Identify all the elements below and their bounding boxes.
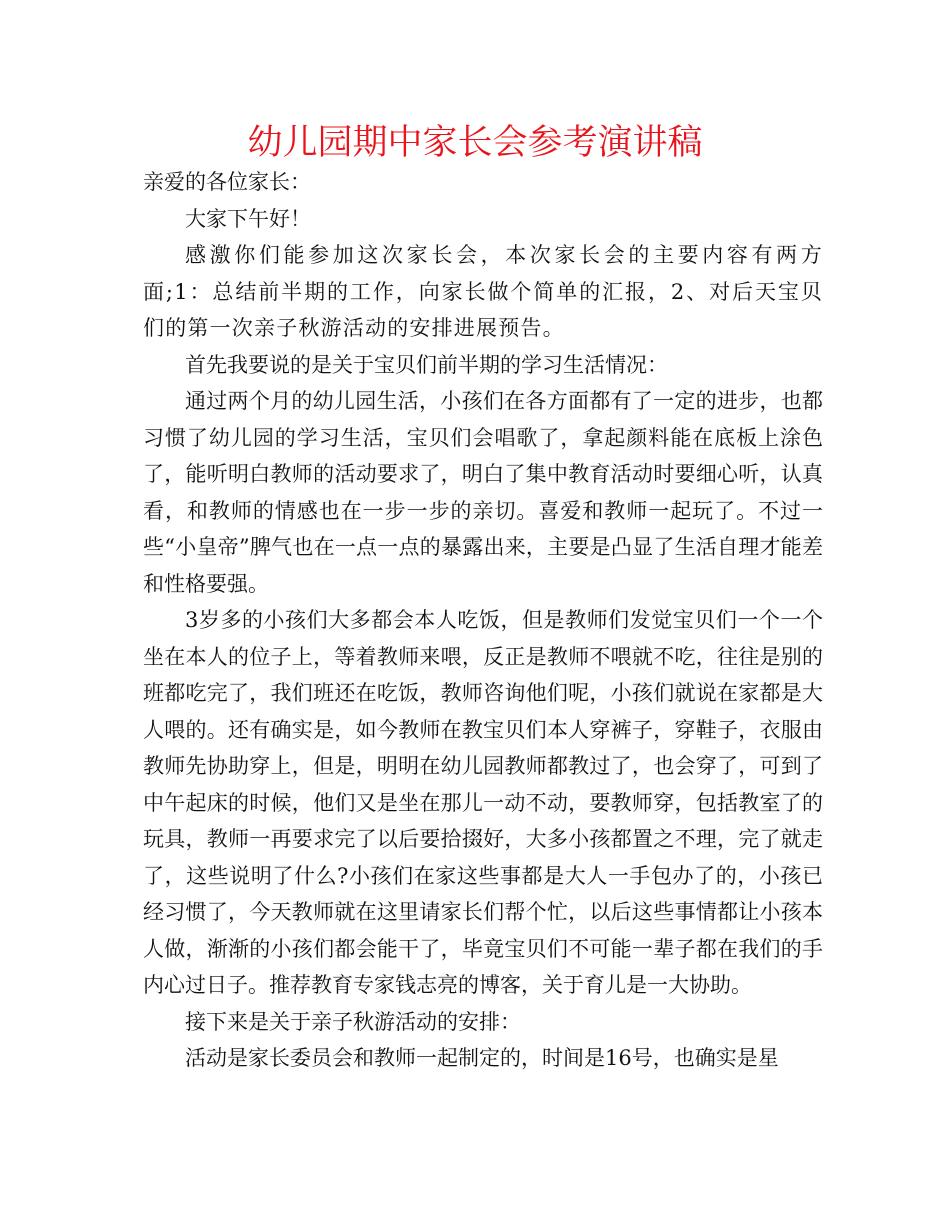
body-paragraph: 通过两个月的幼儿园生活，小孩们在各方面都有了一定的进步，也都习惯了幼儿园的学习生活，宝贝们会唱歌了，拿起颜料能在底板上涂色了，能听明白教师的活动要求了，明白了集中教育活动时要细心听，认真看，和教师的情感也在一步一步的亲切。喜爱和教师一起玩了。不过一些“小皇帝”脾气也在一点一点的暴露出来，主要是凸显了生活自理才能差和性格要强。 [143, 389, 823, 596]
document-title: 幼儿园期中家长会参考演讲稿 [247, 123, 703, 163]
body-paragraph: 活动是家长委员会和教师一起制定的，时间是16号，也确实是星 [185, 1046, 779, 1070]
body-paragraph: 首先我要说的是关于宝贝们前半期的学习生活情况： [185, 352, 668, 377]
document-body [143, 164, 823, 1077]
body-paragraph: 3岁多的小孩们大多都会本人吃饭，但是教师们发觉宝贝们一个一个坐在本人的位子上，等着教师来喂，反正是教师不喂就不吃，往往是别的班都吃完了，我们班还在吃饭，教师咨询他们呢，小孩们就说在家都是大人喂的。还有确实是，如今教师在教宝贝们本人穿裤子，穿鞋子，衣服由教师先协助穿上，但是，明明在幼儿园教师都教过了，也会穿了，可到了中午起床的时候，他们又是坐在那儿一动不动，要教师穿，包括教室了的玩具，教师一再要求完了以后要拾掇好，大多小孩都置之不理，完了就走了，这些说明了什么?小孩们在家这些事都是大人一手包办了的，小孩已经习惯了，今天教师就在这里请家长们帮个忙，以后这些事情都让小孩本人做，渐渐的小孩们都会能干了，毕竟宝贝们不可能一辈子都在我们的手内心过日子。推荐教育专家钱志亮的博客，关于育儿是一大协助。 [143, 608, 823, 997]
body-paragraph: 感激你们能参加这次家长会，本次家长会的主要内容有两方面;1：总结前半期的工作，向家长做个简单的汇报，2、对后天宝贝们的第一次亲子秋游活动的安排进展预告。 [143, 243, 823, 340]
salutation-paragraph: 亲爱的各位家长： [143, 170, 311, 194]
body-paragraph: 接下来是关于亲子秋游活动的安排： [185, 1009, 521, 1034]
greeting-paragraph: 大家下午好！ [185, 206, 311, 231]
